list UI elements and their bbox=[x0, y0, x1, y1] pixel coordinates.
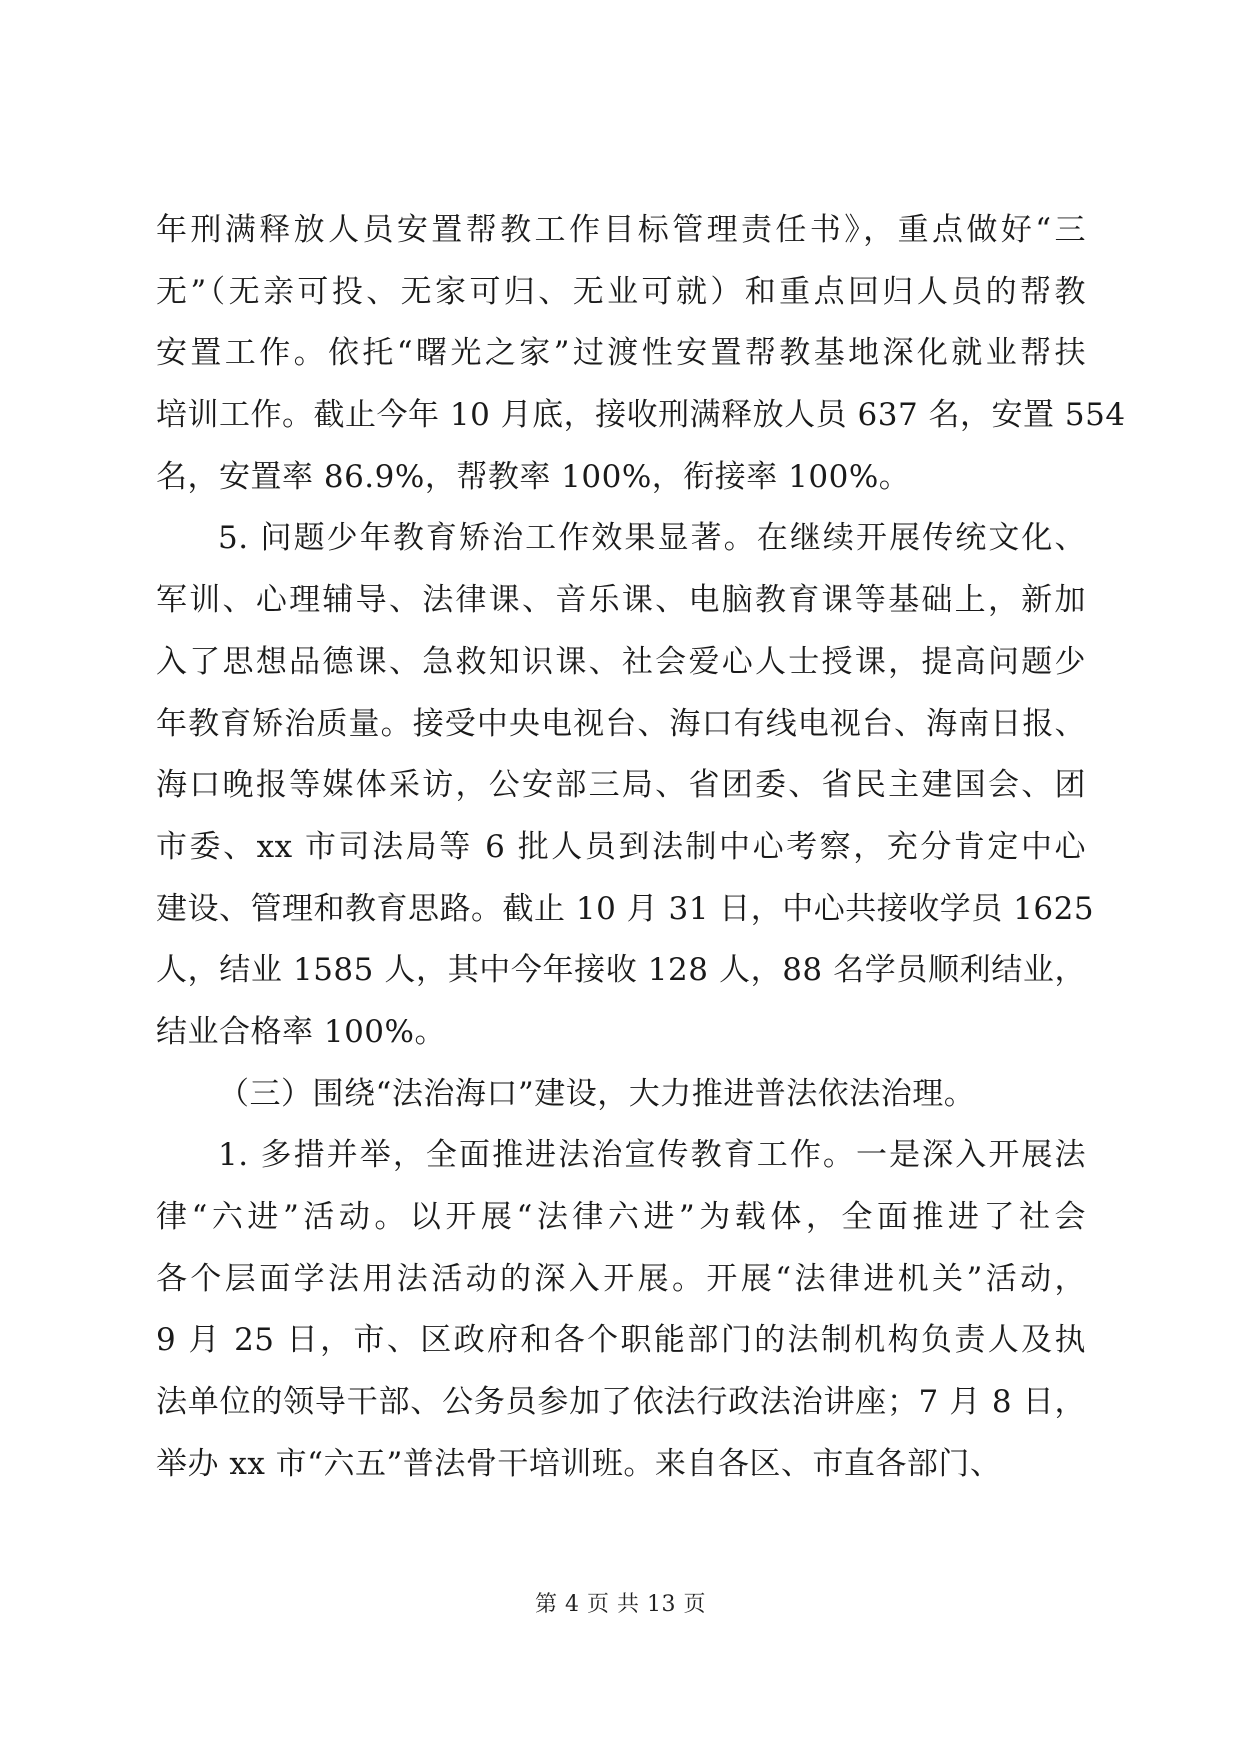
paragraph-line: 海口晚报等媒体采访，公安部三局、省团委、省民主建国会、团 bbox=[156, 767, 1086, 804]
paragraph-line: 1. 多措并举，全面推进法治宣传教育工作。一是深入开展法 bbox=[218, 1137, 1086, 1174]
page-footer: 第 4 页 共 13 页 bbox=[535, 1592, 706, 1617]
paragraph-line: 结业合格率 100%。 bbox=[156, 1013, 446, 1050]
paragraph-line: 律“六进”活动。以开展“法律六进”为载体，全面推进了社会 bbox=[156, 1199, 1086, 1235]
paragraph-line: 培训工作。截止今年 10 月底，接收刑满释放人员 637 名，安置 554 bbox=[156, 397, 1126, 434]
paragraph-line: 法单位的领导干部、公务员参加了依法行政法治讲座；7 月 8 日， bbox=[156, 1384, 1086, 1421]
paragraph-line: 年刑满释放人员安置帮教工作目标管理责任书》，重点做好“三 bbox=[156, 212, 1086, 248]
paragraph-line: 入了思想品德课、急救知识课、社会爱心人士授课，提高问题少 bbox=[156, 643, 1086, 680]
paragraph-line: 人，结业 1585 人，其中今年接收 128 人，88 名学员顺利结业， bbox=[156, 952, 1086, 989]
paragraph-line: 无”（无亲可投、无家可归、无业可就）和重点回归人员的帮教 bbox=[156, 273, 1086, 310]
paragraph-line: 市委、xx 市司法局等 6 批人员到法制中心考察，充分肯定中心 bbox=[156, 828, 1086, 865]
document-body bbox=[156, 200, 1126, 1495]
paragraph-line: 举办 xx 市“六五”普法骨干培训班。来自各区、市直各部门、 bbox=[156, 1445, 1002, 1482]
paragraph-line: （三）围绕“法治海口”建设，大力推进普法依法治理。 bbox=[218, 1075, 976, 1112]
paragraph-line: 军训、心理辅导、法律课、音乐课、电脑教育课等基础上，新加 bbox=[156, 582, 1086, 619]
paragraph-line: 安置工作。依托“曙光之家”过渡性安置帮教基地深化就业帮扶 bbox=[156, 335, 1086, 372]
paragraph-line: 名，安置率 86.9%，帮教率 100%，衔接率 100%。 bbox=[156, 458, 911, 495]
paragraph-line: 9 月 25 日，市、区政府和各个职能部门的法制机构负责人及执 bbox=[156, 1322, 1086, 1359]
paragraph-line: 建设、管理和教育思路。截止 10 月 31 日，中心共接收学员 1625 bbox=[156, 890, 1095, 927]
paragraph-line: 5. 问题少年教育矫治工作效果显著。在继续开展传统文化、 bbox=[218, 520, 1086, 557]
paragraph-line: 各个层面学法用法活动的深入开展。开展“法律进机关”活动， bbox=[156, 1260, 1086, 1297]
paragraph-line: 年教育矫治质量。接受中央电视台、海口有线电视台、海南日报、 bbox=[156, 705, 1086, 742]
